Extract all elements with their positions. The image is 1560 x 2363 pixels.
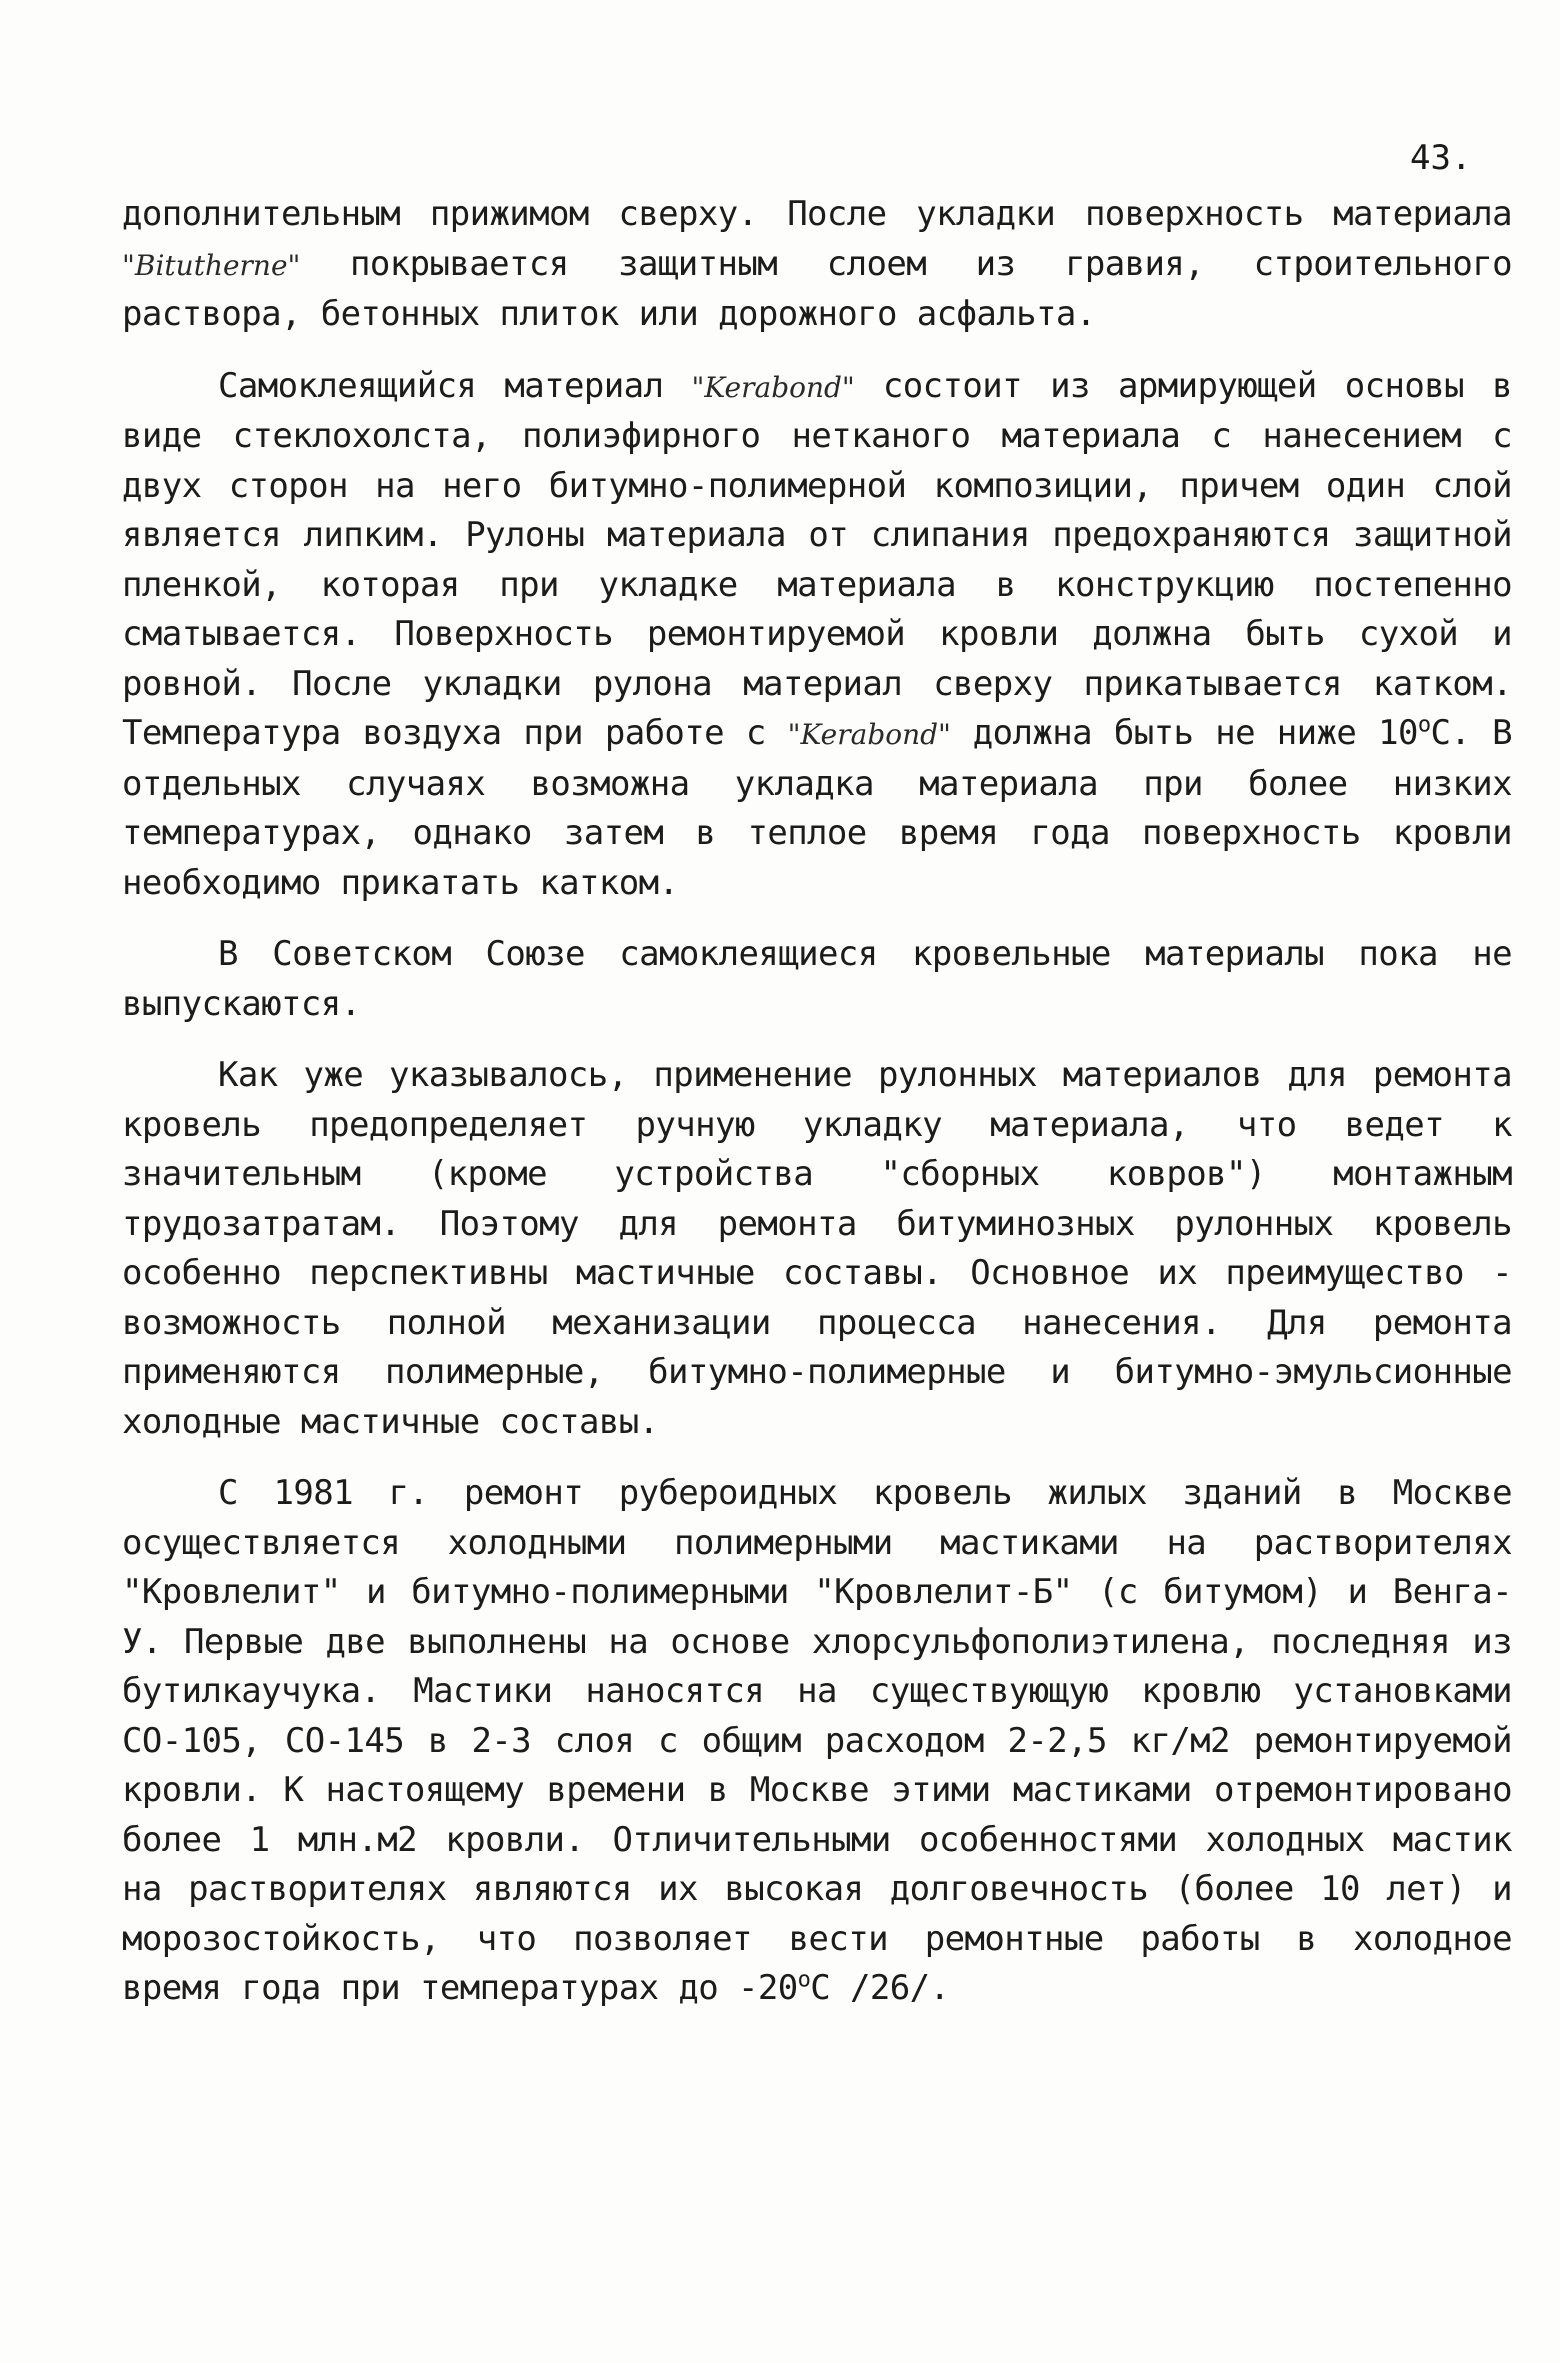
paragraph — [122, 1469, 1512, 2014]
degree-superscript: о — [797, 1967, 811, 1993]
paragraph-text: С /26/. — [810, 1968, 950, 2008]
paragraph-text: Самоклеящийся материал — [218, 365, 692, 406]
handwritten-brand-name: "Kerabond" — [691, 370, 855, 404]
paragraph-text: должна быть не ниже 10 — [950, 713, 1418, 753]
paragraph-text: покрывается защитным слоем из гравия, строительного раствора, бетонных плиток или дорожного асфальта. — [122, 243, 1512, 334]
paragraph-text: В Советском Союзе самоклеящиеся кровельные материалы пока не выпускаются. — [122, 934, 1512, 1024]
paragraph-text: С 1981 г. ремонт рубероидных кровель жилых зданий в Москве осуществляется холодными полимерными мастиками на растворителях "Кровлелит" и битумно-полимерными "Кровлелит-Б" (с битумом) и Венга-У. Первые две выполнены на основе хлорсульфополиэтилена, последняя из бутилкаучука. Мастики наносятся на существующую кровлю установками СО-105, СО-145 в 2-3 слоя с общим расходом 2-2,5 кг/м2 ремонтируемой кровли. К настоящему времени в Москве этими мастиками отремонтировано более 1 млн.м2 кровли. Отличительными особенностями холодных мастик на растворителях являются их высокая долговечность (более 10 лет) и морозостойкость, что позволяет вести ремонтные работы в холодное время года при температурах до -20 — [122, 1473, 1512, 2008]
paragraph — [122, 1051, 1512, 1447]
paragraph-text: Как уже указывалось, применение рулонных материалов для ремонта кровель предопределяет ручную укладку материала, что ведет к значительным (кроме устройства "сборных ковров") монтажным трудозатратам. Поэтому для ремонта битуминозных рулонных кровель особенно перспективны мастичные составы. Основное их преимущество - возможность полной механизации процесса нанесения. Для ремонта применяются полимерные, битумно-полимерные и битумно-эмульсионные холодные мастичные составы. — [122, 1055, 1512, 1442]
body-text — [122, 190, 1512, 2014]
paragraph-text: состоит из армирующей основы в виде стеклохолста, полиэфирного нетканого материала с нанесением с двух сторон на него битумно-полимерной композиции, причем один слой является липким. Рулоны материала от слипания предохраняются защитной пленкой, которая при укладке материала в конструкцию постепенно сматывается. Поверхность ремонтируемой кровли должна быть сухой и ровной. После укладки рулона материал сверху прикатывается катком. Температура воздуха при работе с — [122, 365, 1512, 753]
paragraph — [122, 930, 1512, 1029]
handwritten-brand-name: "Bitutherne" — [122, 248, 301, 282]
page-number: 43. — [1410, 138, 1472, 178]
paragraph-text: С. В отдельных случаях возможна укладка материала при более низких температурах, однако затем в теплое время года поверхность кровли необходимо прикатать катком. — [122, 713, 1512, 903]
handwritten-brand-name: "Kerabond" — [787, 718, 951, 751]
paragraph-text: дополнительным прижимом сверху. После укладки поверхность материала — [122, 194, 1512, 234]
paragraph — [122, 362, 1512, 909]
paragraph — [122, 190, 1512, 340]
degree-superscript: о — [1417, 712, 1431, 738]
